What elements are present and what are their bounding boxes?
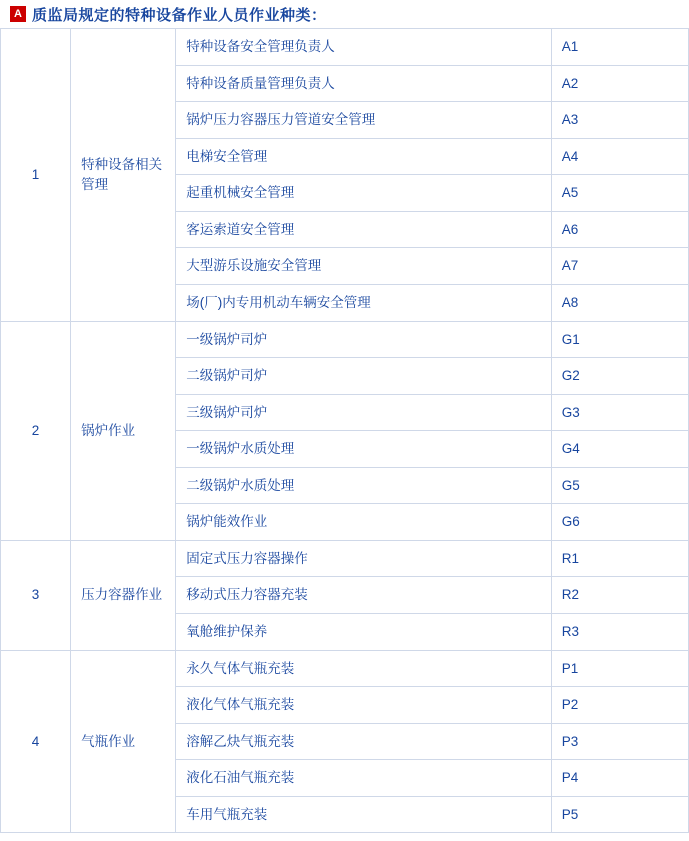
- group-category-cell: 锅炉作业: [71, 321, 176, 540]
- operation-name-cell: 固定式压力容器操作: [176, 540, 552, 577]
- operation-name-cell: 移动式压力容器充装: [176, 577, 552, 614]
- operation-name-cell: 一级锅炉水质处理: [176, 431, 552, 468]
- group-index-cell: 4: [1, 650, 71, 833]
- operation-name-cell: 二级锅炉司炉: [176, 358, 552, 395]
- operation-code-cell: P2: [551, 687, 688, 724]
- operation-code-cell: P5: [551, 796, 688, 833]
- operation-code-cell: A4: [551, 138, 688, 175]
- group-category-cell: 压力容器作业: [71, 540, 176, 650]
- operation-name-cell: 液化石油气瓶充装: [176, 760, 552, 797]
- operation-code-cell: R1: [551, 540, 688, 577]
- operation-name-cell: 特种设备质量管理负责人: [176, 65, 552, 102]
- operation-code-cell: A2: [551, 65, 688, 102]
- operation-code-cell: A7: [551, 248, 688, 285]
- table-row: [1, 321, 689, 358]
- table-row: [1, 650, 689, 687]
- operation-name-cell: 车用气瓶充装: [176, 796, 552, 833]
- group-category-cell: 气瓶作业: [71, 650, 176, 833]
- document-header: [0, 0, 689, 28]
- operation-code-cell: G4: [551, 431, 688, 468]
- operation-code-cell: P1: [551, 650, 688, 687]
- operation-code-cell: A5: [551, 175, 688, 212]
- operation-code-cell: G6: [551, 504, 688, 541]
- operation-name-cell: 客运索道安全管理: [176, 211, 552, 248]
- operation-code-cell: G3: [551, 394, 688, 431]
- operation-name-cell: 液化气体气瓶充装: [176, 687, 552, 724]
- operation-name-cell: 三级锅炉司炉: [176, 394, 552, 431]
- operation-name-cell: 永久气体气瓶充装: [176, 650, 552, 687]
- operation-name-cell: 特种设备安全管理负责人: [176, 29, 552, 66]
- operation-name-cell: 场(厂)内专用机动车辆安全管理: [176, 284, 552, 321]
- operation-name-cell: 电梯安全管理: [176, 138, 552, 175]
- group-index-cell: 2: [1, 321, 71, 540]
- operation-name-cell: 大型游乐设施安全管理: [176, 248, 552, 285]
- operation-code-cell: P4: [551, 760, 688, 797]
- operation-code-cell: R3: [551, 614, 688, 651]
- operation-code-cell: A3: [551, 102, 688, 139]
- operation-code-cell: A8: [551, 284, 688, 321]
- operation-name-cell: 锅炉压力容器压力管道安全管理: [176, 102, 552, 139]
- table-row: [1, 540, 689, 577]
- section-badge-icon: A: [10, 6, 26, 22]
- table-row: [1, 29, 689, 66]
- operation-name-cell: 一级锅炉司炉: [176, 321, 552, 358]
- table-body: [1, 29, 689, 833]
- operation-code-cell: G5: [551, 467, 688, 504]
- group-index-cell: 3: [1, 540, 71, 650]
- operation-name-cell: 起重机械安全管理: [176, 175, 552, 212]
- operation-code-cell: G1: [551, 321, 688, 358]
- operation-name-cell: 溶解乙炔气瓶充装: [176, 723, 552, 760]
- operation-name-cell: 二级锅炉水质处理: [176, 467, 552, 504]
- page-title: 质监局规定的特种设备作业人员作业种类：: [32, 6, 327, 24]
- operation-code-cell: G2: [551, 358, 688, 395]
- special-equipment-operation-table: [0, 28, 689, 833]
- group-index-cell: 1: [1, 29, 71, 322]
- operation-name-cell: 氧舱维护保养: [176, 614, 552, 651]
- operation-code-cell: A1: [551, 29, 688, 66]
- operation-code-cell: R2: [551, 577, 688, 614]
- operation-code-cell: P3: [551, 723, 688, 760]
- group-category-cell: 特种设备相关管理: [71, 29, 176, 322]
- operation-code-cell: A6: [551, 211, 688, 248]
- operation-name-cell: 锅炉能效作业: [176, 504, 552, 541]
